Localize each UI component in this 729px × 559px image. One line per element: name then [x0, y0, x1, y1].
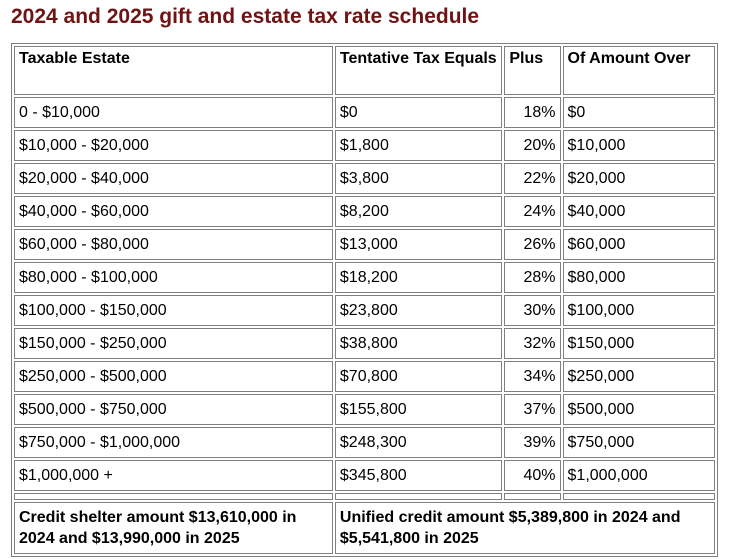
- table-row: [14, 196, 715, 227]
- tentative-tax-cell: $248,300: [335, 427, 502, 458]
- spacer-cell: [563, 493, 715, 500]
- page-title: 2024 and 2025 gift and estate tax rate schedule: [11, 5, 480, 28]
- rate-cell: 40%: [504, 460, 560, 491]
- amount-over-cell: $100,000: [563, 295, 715, 326]
- rate-cell: 32%: [504, 328, 560, 359]
- tentative-tax-cell: $1,800: [335, 130, 502, 161]
- rate-cell: 39%: [504, 427, 560, 458]
- table-row: [14, 328, 715, 359]
- table-row: [14, 427, 715, 458]
- amount-over-cell: $0: [563, 97, 715, 128]
- header-plus: Plus: [504, 46, 560, 95]
- spacer-cell: [504, 493, 560, 500]
- taxable-estate-cell: $40,000 - $60,000: [14, 196, 333, 227]
- taxable-estate-cell: $10,000 - $20,000: [14, 130, 333, 161]
- header-taxable-estate: Taxable Estate: [14, 46, 333, 95]
- taxable-estate-cell: $500,000 - $750,000: [14, 394, 333, 425]
- rate-cell: 20%: [504, 130, 560, 161]
- table-row: [14, 394, 715, 425]
- tentative-tax-cell: $8,200: [335, 196, 502, 227]
- taxable-estate-cell: $750,000 - $1,000,000: [14, 427, 333, 458]
- tentative-tax-cell: $38,800: [335, 328, 502, 359]
- spacer-row: [14, 493, 715, 500]
- taxable-estate-cell: $150,000 - $250,000: [14, 328, 333, 359]
- rate-cell: 30%: [504, 295, 560, 326]
- rate-cell: 24%: [504, 196, 560, 227]
- table-row: [14, 361, 715, 392]
- credit-shelter-note: Credit shelter amount $13,610,000 in 2024 and $13,990,000 in 2025: [14, 502, 333, 554]
- table-row: [14, 262, 715, 293]
- rate-cell: 26%: [504, 229, 560, 260]
- header-tentative-tax: Tentative Tax Equals: [335, 46, 502, 95]
- taxable-estate-cell: $20,000 - $40,000: [14, 163, 333, 194]
- amount-over-cell: $1,000,000: [563, 460, 715, 491]
- tentative-tax-cell: $23,800: [335, 295, 502, 326]
- taxable-estate-cell: $1,000,000 +: [14, 460, 333, 491]
- tentative-tax-cell: $3,800: [335, 163, 502, 194]
- unified-credit-note: Unified credit amount $5,389,800 in 2024 and $5,541,800 in 2025: [335, 502, 715, 554]
- amount-over-cell: $60,000: [563, 229, 715, 260]
- tentative-tax-cell: $0: [335, 97, 502, 128]
- tax-rate-table-body: [14, 46, 715, 554]
- amount-over-cell: $10,000: [563, 130, 715, 161]
- taxable-estate-cell: 0 - $10,000: [14, 97, 333, 128]
- table-row: [14, 460, 715, 491]
- rate-cell: 28%: [504, 262, 560, 293]
- amount-over-cell: $750,000: [563, 427, 715, 458]
- taxable-estate-cell: $100,000 - $150,000: [14, 295, 333, 326]
- amount-over-cell: $80,000: [563, 262, 715, 293]
- tentative-tax-cell: $345,800: [335, 460, 502, 491]
- header-row: [14, 46, 715, 95]
- amount-over-cell: $20,000: [563, 163, 715, 194]
- rate-cell: 18%: [504, 97, 560, 128]
- tentative-tax-cell: $155,800: [335, 394, 502, 425]
- tentative-tax-cell: $70,800: [335, 361, 502, 392]
- footer-row: [14, 502, 715, 554]
- table-row: [14, 163, 715, 194]
- tentative-tax-cell: $13,000: [335, 229, 502, 260]
- taxable-estate-cell: $250,000 - $500,000: [14, 361, 333, 392]
- table-row: [14, 229, 715, 260]
- tax-rate-table: [11, 43, 718, 557]
- taxable-estate-cell: $80,000 - $100,000: [14, 262, 333, 293]
- amount-over-cell: $150,000: [563, 328, 715, 359]
- taxable-estate-cell: $60,000 - $80,000: [14, 229, 333, 260]
- tentative-tax-cell: $18,200: [335, 262, 502, 293]
- header-amount-over: Of Amount Over: [563, 46, 715, 95]
- rate-cell: 22%: [504, 163, 560, 194]
- rate-cell: 34%: [504, 361, 560, 392]
- rate-cell: 37%: [504, 394, 560, 425]
- table-row: [14, 295, 715, 326]
- table-row: [14, 130, 715, 161]
- spacer-cell: [14, 493, 333, 500]
- table-row: [14, 97, 715, 128]
- spacer-cell: [335, 493, 502, 500]
- amount-over-cell: $40,000: [563, 196, 715, 227]
- amount-over-cell: $250,000: [563, 361, 715, 392]
- amount-over-cell: $500,000: [563, 394, 715, 425]
